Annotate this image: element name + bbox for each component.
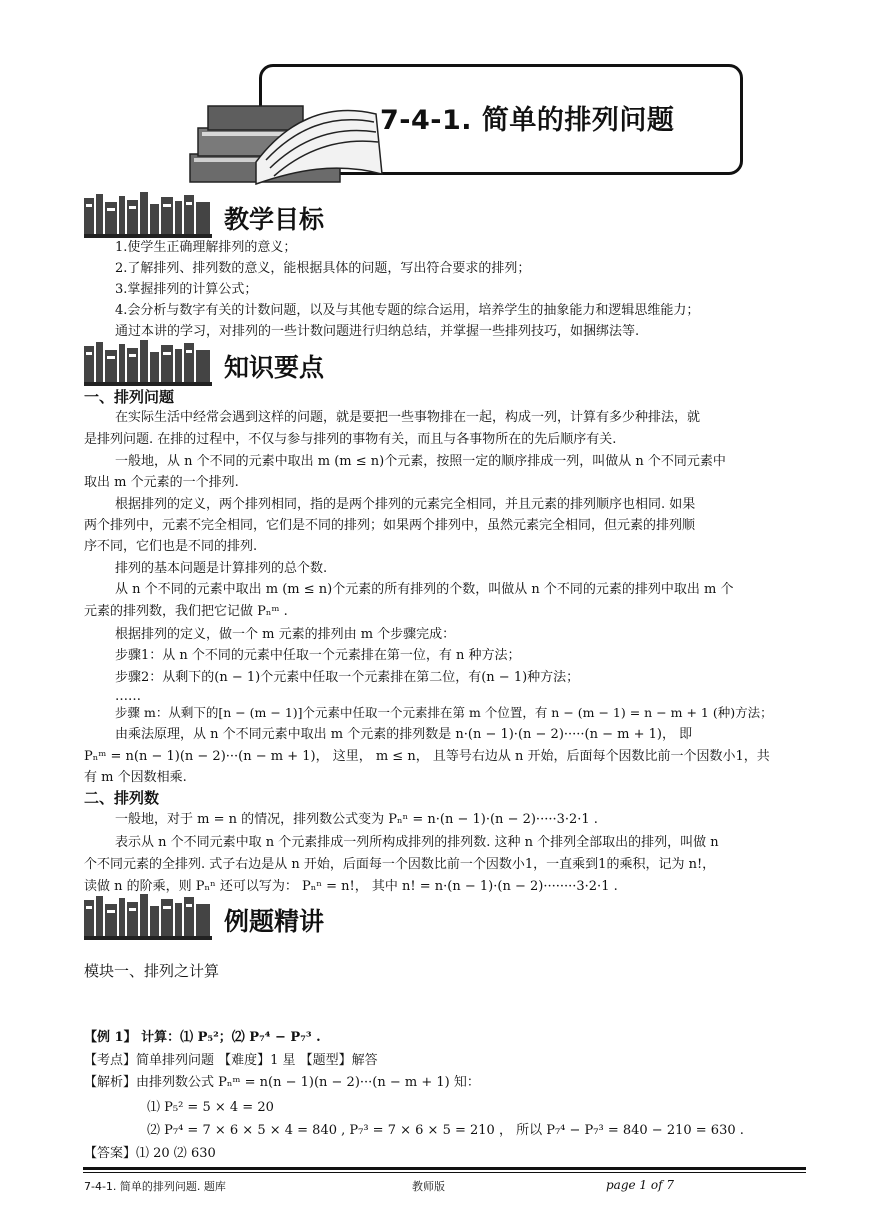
text-line: 读做 n 的阶乘，则 Pₙⁿ 还可以写为： Pₙⁿ = n!， 其中 n! = n·(n − 1)·(n − 2)········3·2·1 . — [84, 879, 618, 894]
text-line: 在实际生活中经常会遇到这样的问题，就是要把一些事物排在一起，构成一列，计算有多少种排法，就 — [115, 410, 701, 425]
footer-rule — [83, 1167, 806, 1170]
text-line: 取出 m 个元素的一个排列. — [84, 475, 239, 490]
bookshelf-icon — [84, 894, 212, 940]
text-line: 元素的排列数，我们把它记做 Pₙᵐ . — [84, 604, 288, 619]
text-line: 步骤1：从 n 个不同的元素中任取一个元素排在第一位，有 n 种方法； — [115, 648, 521, 663]
text-line: 是排列问题. 在排的过程中，不仅与参与排列的事物有关，而且与各事物所在的先后顺序有关. — [84, 432, 617, 447]
goal-item: 1.使学生正确理解排列的意义； — [115, 240, 297, 255]
text-line: 由乘法原理，从 n 个不同元素中取出 m 个元素的排列数是 n·(n − 1)·(n − 2)·····(n − m + 1)， 即 — [115, 727, 693, 742]
text-line: 根据排列的定义，两个排列相同，指的是两个排列的元素完全相同，并且元素的排列顺序也相同. 如果 — [115, 497, 696, 512]
example-question: 【例 1】 计算：⑴ P₅²；⑵ P₇⁴ − P₇³ . — [84, 1030, 321, 1045]
goal-item: 4.会分析与数字有关的计数问题，以及与其他专题的综合运用，培养学生的抽象能力和逻辑思维能力； — [115, 303, 700, 318]
text-line: 有 m 个因数相乘. — [84, 770, 187, 785]
subheading-permutation-problem: 一、排列问题 — [84, 388, 175, 406]
bookshelf-icon — [84, 192, 212, 238]
section-title-examples: 例题精讲 — [224, 907, 325, 936]
footer-rule — [83, 1172, 806, 1173]
goal-item: 2.了解排列、排列数的意义，能根据具体的问题，写出符合要求的排列； — [115, 261, 531, 276]
text-line: 序不同，它们也是不同的排列. — [84, 539, 258, 554]
text-line: 表示从 n 个不同元素中取 n 个元素排成一列所构成排列的排列数. 这种 n 个排列全部取出的排列，叫做 n — [115, 835, 719, 850]
goal-item: 3.掌握排列的计算公式； — [115, 282, 258, 297]
goal-item: 通过本讲的学习，对排列的一些计数问题进行归纳总结，并掌握一些排列技巧，如捆绑法等. — [115, 324, 640, 339]
text-line: Pₙᵐ = n(n − 1)(n − 2)···(n − m + 1)， 这里， m ≤ n， 且等号右边从 n 开始，后面每个因数比前一个因数小1，共 — [84, 749, 770, 764]
text-line: 两个排列中，元素不完全相同，它们是不同的排列；如果两个排列中，虽然元素完全相同，但元素的排列顺 — [84, 518, 696, 533]
module-heading: 模块一、排列之计算 — [84, 962, 220, 980]
page-title: 7-4-1. 简单的排列问题 — [380, 105, 675, 136]
footer-center: 教师版 — [412, 1180, 445, 1193]
text-line: 步骤 m：从剩下的[n − (m − 1)]个元素中任取一个元素排在第 m 个位置，有 n − (m − 1) = n − m + 1 (种)方法； — [115, 705, 773, 720]
subheading-permutation-number: 二、排列数 — [84, 789, 160, 807]
example-meta: 【考点】简单排列问题 【难度】1 星 【题型】解答 — [84, 1053, 378, 1068]
text-line: 根据排列的定义，做一个 m 元素的排列由 m 个步骤完成： — [115, 627, 456, 642]
footer-left: 7-4-1. 简单的排列问题. 题库 — [84, 1180, 226, 1193]
section-title-goals: 教学目标 — [224, 205, 325, 234]
text-line: 一般地，对于 m = n 的情况，排列数公式变为 Pₙⁿ = n·(n − 1)·(n − 2)·····3·2·1 . — [115, 812, 598, 827]
footer-page-number: page 1 of 7 — [606, 1178, 674, 1192]
books-illustration — [186, 92, 386, 188]
example-step: ⑴ P₅² = 5 × 4 = 20 — [147, 1100, 274, 1115]
text-line: 排列的基本问题是计算排列的总个数. — [115, 561, 328, 576]
text-line: 一般地，从 n 个不同的元素中取出 m (m ≤ n)个元素，按照一定的顺序排成一列，叫做从 n 个不同元素中 — [115, 454, 726, 469]
text-line: …… — [115, 689, 141, 704]
text-line: 从 n 个不同的元素中取出 m (m ≤ n)个元素的所有排列的个数，叫做从 n 个不同的元素的排列中取出 m 个 — [115, 582, 734, 597]
section-title-knowledge: 知识要点 — [224, 353, 325, 382]
example-step: ⑵ P₇⁴ = 7 × 6 × 5 × 4 = 840 , P₇³ = 7 × 6 × 5 = 210 ， 所以 P₇⁴ − P₇³ = 840 − 210 = 630 . — [147, 1123, 744, 1138]
bookshelf-icon — [84, 340, 212, 386]
text-line: 步骤2：从剩下的(n − 1)个元素中任取一个元素排在第二位，有(n − 1)种方法； — [115, 670, 580, 685]
example-answer: 【答案】⑴ 20 ⑵ 630 — [84, 1146, 216, 1161]
example-analysis: 【解析】由排列数公式 Pₙᵐ = n(n − 1)(n − 2)···(n − m + 1) 知： — [84, 1075, 480, 1090]
text-line: 个不同元素的全排列. 式子右边是从 n 开始，后面每一个因数比前一个因数小1，一直乘到1的乘积，记为 n!， — [84, 857, 716, 872]
